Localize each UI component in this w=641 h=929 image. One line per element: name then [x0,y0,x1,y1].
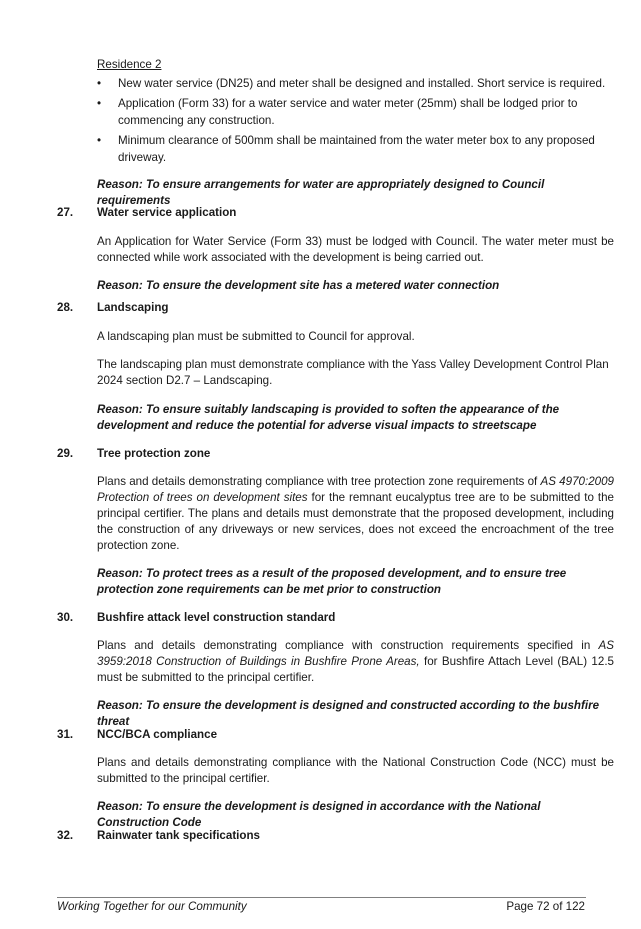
condition-heading: NCC/BCA compliance [97,728,218,741]
condition-number: 27. [57,206,74,219]
condition-heading: Water service application [97,206,237,219]
list-item: • Minimum clearance of 500mm shall be maintained from the water meter box to any proposed driveway. [97,134,595,164]
condition-number: 29. [57,447,74,460]
residence-subtitle: Residence 2 [97,58,162,71]
condition-paragraph: An Application for Water Service (Form 33) must be lodged with Council. The water meter must be connected while work associated with the development is being carried out. [97,235,614,264]
residence-bullet-list [97,75,614,169]
condition-heading: Rainwater tank specifications [97,829,261,842]
standard-citation: AS 4970:2009 Protection of trees on development sites [97,475,614,504]
page-number: Page 72 of 122 [506,900,585,913]
standard-citation: AS 3959:2018 Construction of Buildings in Bushfire Prone Areas, [97,639,614,668]
condition-number: 28. [57,301,74,314]
condition-paragraph: Plans and details demonstrating compliance with construction requirements specified in AS 3959:2018 Construction of Buildings in Bushfire Prone Areas, for Bushfire Attach Level (BAL) 12.5 must be submitted to the principal certifier. [97,639,614,684]
bullet-icon: • [97,97,102,110]
condition-number: 32. [57,829,74,842]
condition-paragraph: Plans and details demonstrating compliance with the National Construction Code (NCC) must be submitted to the principal certifier. [97,756,614,785]
condition-heading: Bushfire attack level construction standard [97,611,336,624]
condition-reason: Reason: To ensure the development is designed in accordance with the National Construction Code [97,800,541,829]
condition-number: 31. [57,728,74,741]
condition-paragraph: A landscaping plan must be submitted to Council for approval. [97,330,415,343]
condition-paragraph: The landscaping plan must demonstrate compliance with the Yass Valley Development Control Plan 2024 section D2.7 – Landscaping. [97,358,609,387]
bullet-icon: • [97,134,102,147]
condition-reason: Reason: To protect trees as a result of the proposed development, and to ensure tree protection zone requirements can be met prior to construction [97,567,567,596]
condition-heading: Landscaping [97,301,169,314]
condition-number: 30. [57,611,74,624]
condition-heading: Tree protection zone [97,447,211,460]
condition-reason: Reason: To ensure suitably landscaping is provided to soften the appearance of the development and reduce the potential for adverse visual impacts to streetscape [97,403,560,432]
list-item: • New water service (DN25) and meter shall be designed and installed. Short service is required. [97,77,606,90]
list-item: • Application (Form 33) for a water service and water meter (25mm) shall be lodged prior to commencing any construction. [97,97,578,127]
residence-reason: Reason: To ensure arrangements for water are appropriately designed to Council requirements [97,178,545,207]
bullet-icon: • [97,77,102,90]
footer-divider [57,897,586,898]
condition-paragraph: Plans and details demonstrating compliance with tree protection zone requirements of AS 4970:2009 Protection of trees on development sites for the remnant eucalyptus tree are to be submitted to the principal certifier. The plans and details must demonstrate that the proposed development, including the construction of any driveways or new services, does not exceed the encroachment of the tree protection zone. [97,475,615,552]
condition-reason: Reason: To ensure the development is designed and constructed according to the bushfire threat [97,699,600,728]
condition-reason: Reason: To ensure the development site has a metered water connection [97,279,500,292]
footer-slogan: Working Together for our Community [57,900,247,913]
